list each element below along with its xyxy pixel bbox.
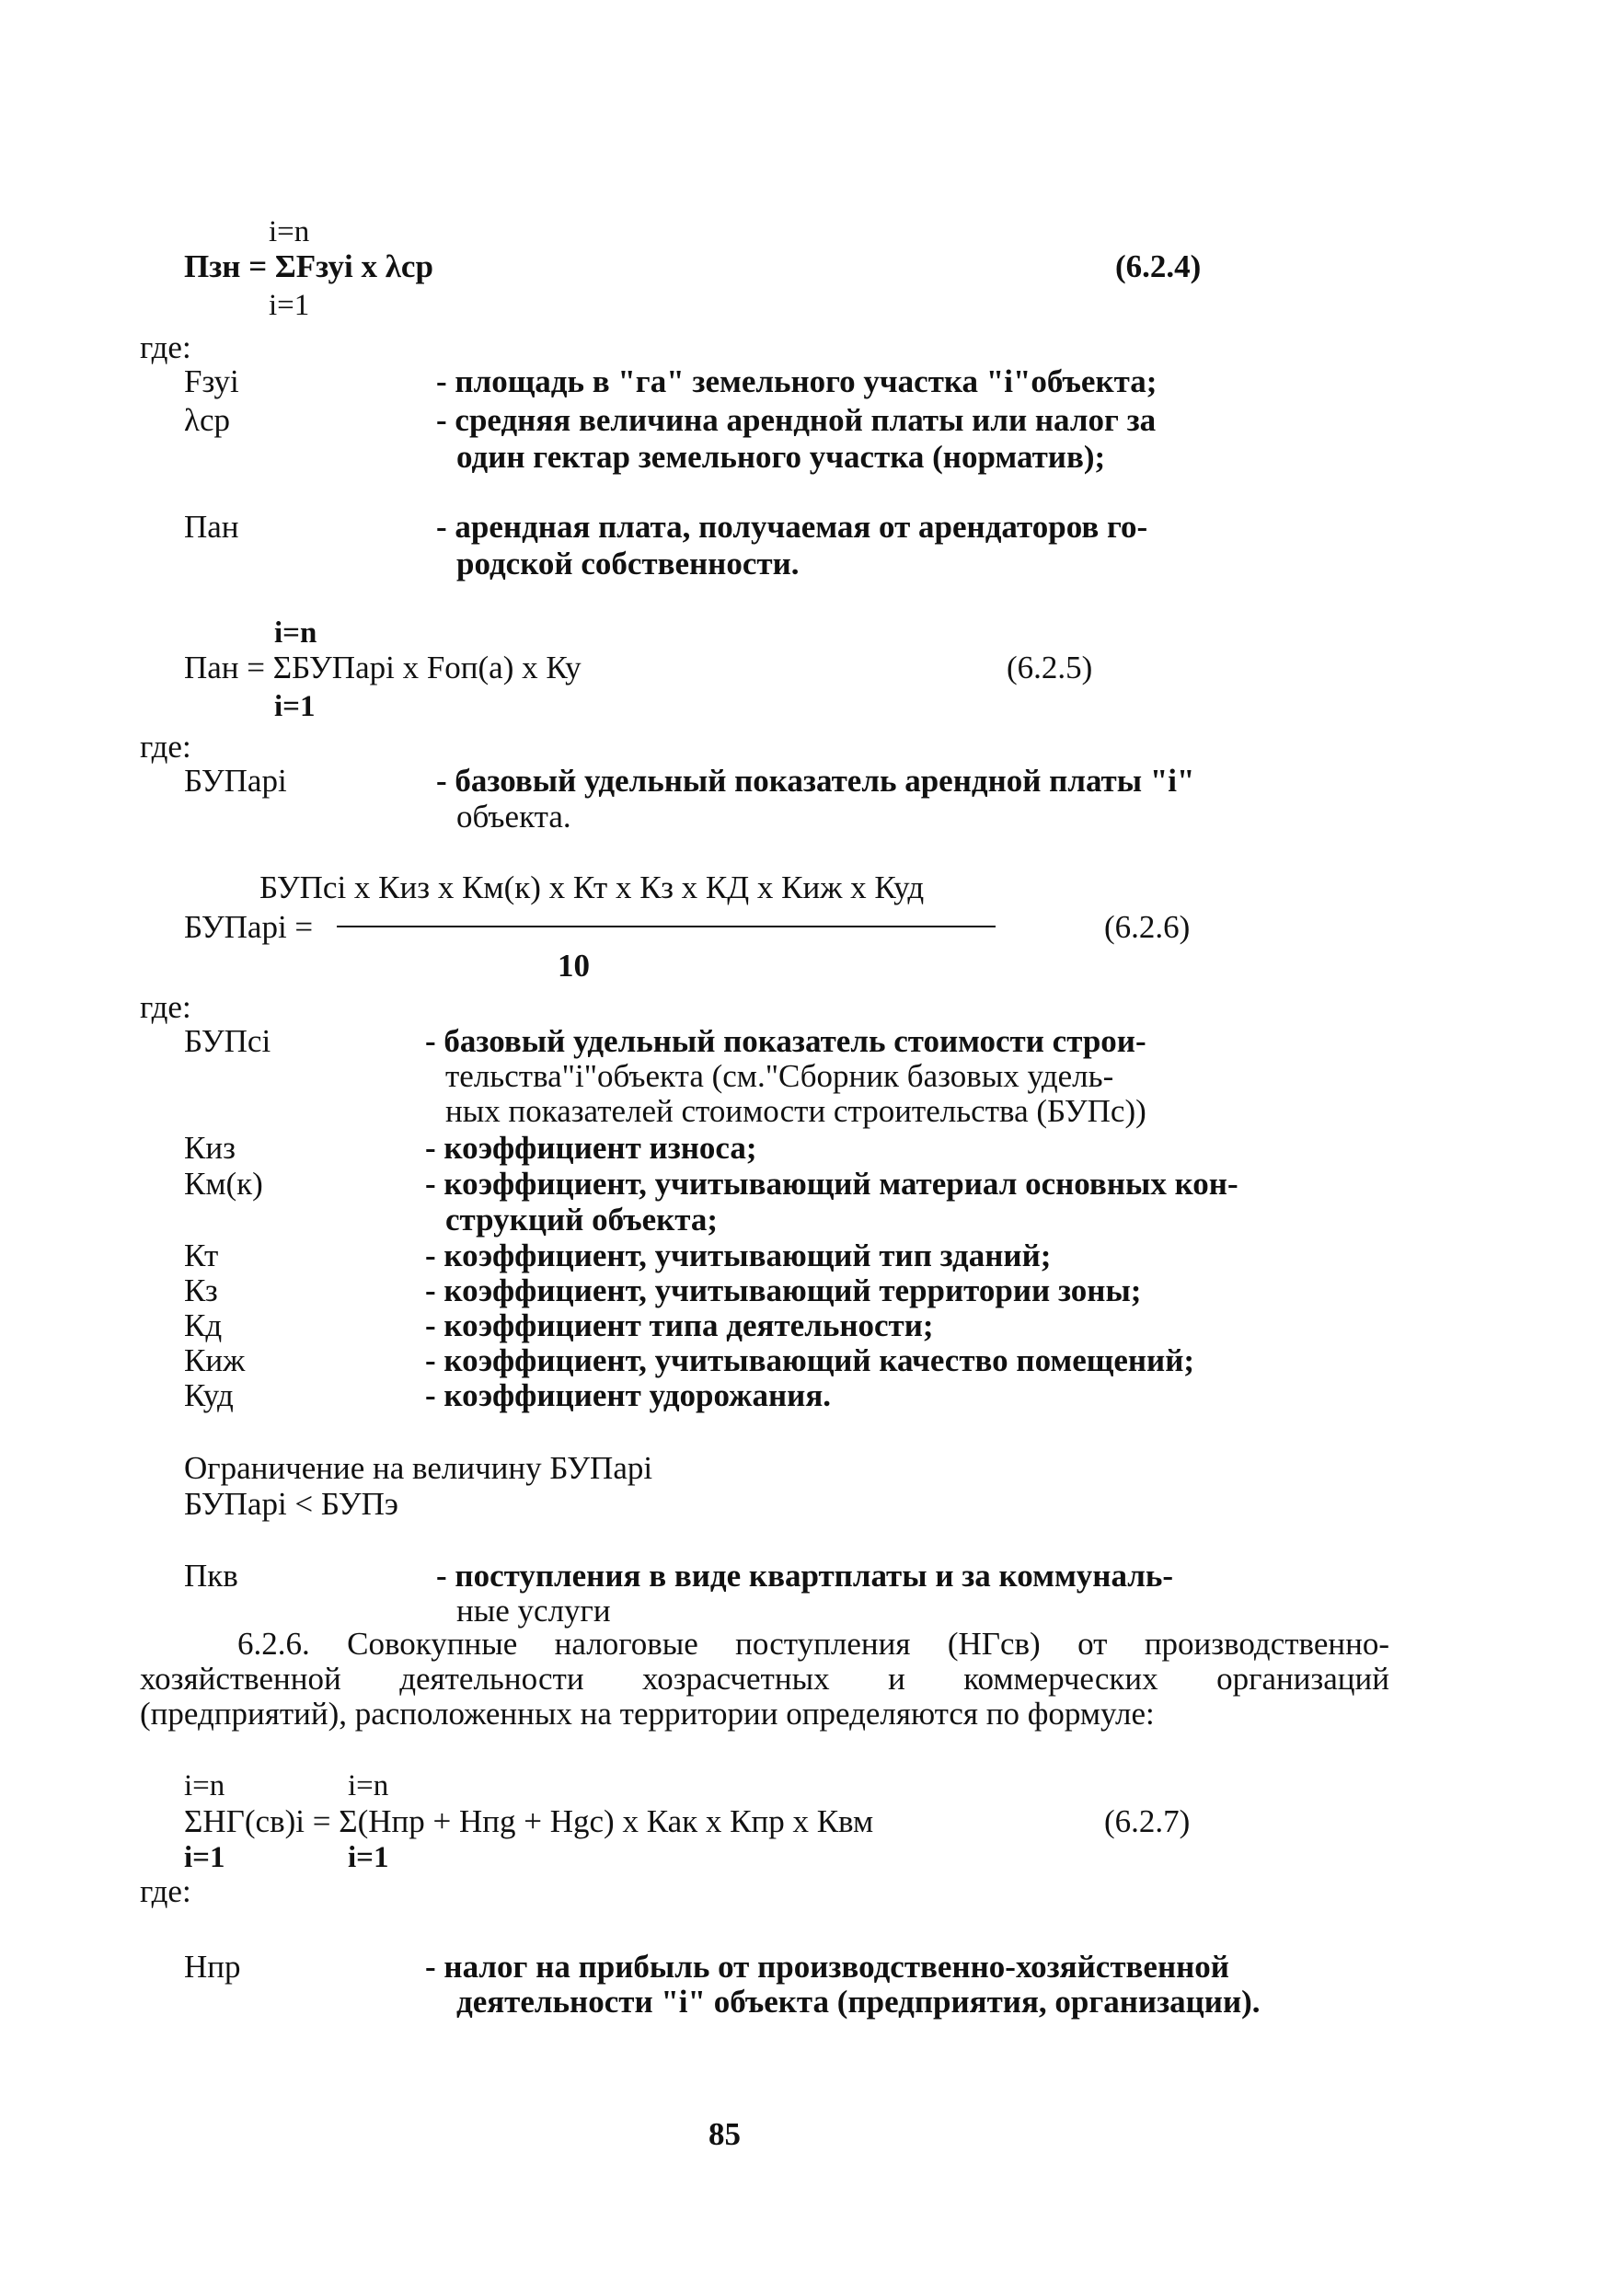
def-symbol-kiz: Киз [184, 1130, 236, 1166]
def-desc-pan: - арендная плата, получаемая от арендаторов го- [436, 509, 1148, 545]
formula-625-lower-limit: i=1 [274, 690, 316, 723]
def-desc-kmk: - коэффициент, учитывающий материал основных кон- [425, 1166, 1238, 1202]
formula-627-lower-limit-1: i=1 [184, 1841, 225, 1874]
limit-title: Ограничение на величину БУПарi [184, 1450, 653, 1486]
def-desc-fzui: - площадь в "га" земельного участка "i"объекта; [436, 363, 1158, 399]
formula-627-upper-limit-2: i=n [348, 1769, 389, 1802]
formula-627-number: (6.2.7) [1104, 1803, 1191, 1839]
formula-625-upper-limit: i=n [274, 616, 317, 650]
def-desc-bupar-cont: объекта. [456, 799, 571, 835]
formula-627-upper-limit-1: i=n [184, 1769, 225, 1802]
where-label-3: где: [140, 989, 191, 1025]
where-label-1: где: [140, 329, 191, 365]
def-desc-npr: - налог на прибыль от производственно-хозяйственной [425, 1949, 1229, 1985]
formula-626-number: (6.2.6) [1104, 909, 1191, 945]
def-symbol-kizh: Киж [184, 1342, 246, 1378]
formula-624-lower-limit: i=1 [269, 289, 310, 322]
def-symbol-kz: Кз [184, 1272, 218, 1308]
def-desc-kd: - коэффициент типа деятельности; [425, 1307, 934, 1343]
def-symbol-bupar: БУПарi [184, 763, 287, 799]
def-symbol-kud: Куд [184, 1377, 234, 1413]
def-desc-pan-cont: родской собственности. [456, 546, 800, 581]
def-desc-kmk-cont: струкций объекта; [445, 1202, 719, 1238]
def-desc-bupsi: - базовый удельный показатель стоимости строи- [425, 1023, 1146, 1059]
def-desc-bupar: - базовый удельный показатель арендной платы "i" [436, 763, 1195, 799]
formula-624-upper-limit: i=n [269, 215, 310, 248]
formula-624-sum: ΣFзуi x λср [274, 248, 433, 284]
formula-624-lhs: Пзн = [184, 248, 275, 284]
def-desc-bupsi-cont1: тельства"i"объекта (см."Сборник базовых удель- [445, 1058, 1114, 1094]
paragraph-626-line1: 6.2.6. Совокупные налоговые поступления (НГсв) от производственно- [237, 1626, 1389, 1662]
page-number: 85 [708, 2116, 741, 2152]
def-desc-lambda: - средняя величина арендной платы или налог за [436, 402, 1157, 438]
formula-626-lhs: БУПарi = [184, 909, 314, 945]
formula-625-number: (6.2.5) [1007, 650, 1093, 685]
formula-627: ΣНГ(св)i = Σ(Нпр + Нпg + Нgc) x Как x Кпр x Квм [184, 1803, 874, 1839]
formula-626-fraction-bar [337, 926, 996, 927]
def-symbol-kd: Кд [184, 1307, 223, 1343]
where-label-4: где: [140, 1873, 191, 1909]
where-label-2: где: [140, 729, 191, 765]
def-desc-bupsi-cont2: ных показателей стоимости строительства (БУПс)) [445, 1093, 1146, 1129]
formula-624 [184, 248, 433, 285]
def-desc-kt: - коэффициент, учитывающий тип зданий; [425, 1238, 1052, 1273]
def-desc-lambda-cont: один гектар земельного участка (норматив); [456, 439, 1106, 475]
def-desc-kud: - коэффициент удорожания. [425, 1377, 832, 1413]
def-symbol-npr: Нпр [184, 1949, 241, 1985]
def-symbol-lambda: λср [184, 402, 231, 438]
def-symbol-kmk: Км(к) [184, 1166, 263, 1202]
limit-expression: БУПарi < БУПэ [184, 1486, 398, 1522]
def-symbol-fzui: Fзуi [184, 363, 239, 399]
def-symbol-pan: Пан [184, 509, 239, 545]
def-desc-kiz: - коэффициент износа; [425, 1130, 757, 1166]
def-symbol-bupsi: БУПсi [184, 1023, 271, 1059]
def-desc-npr-cont: деятельности "i" объекта (предприятия, организации). [456, 1984, 1261, 2020]
formula-624-number: (6.2.4) [1115, 248, 1202, 284]
def-desc-pkv-cont: ные услуги [456, 1593, 611, 1629]
formula-627-lower-limit-2: i=1 [348, 1841, 389, 1874]
def-symbol-kt: Кт [184, 1238, 219, 1273]
def-desc-pkv: - поступления в виде квартплаты и за коммуналь- [436, 1558, 1174, 1594]
def-desc-kz: - коэффициент, учитывающий территории зоны; [425, 1272, 1142, 1308]
def-symbol-pkv: Пкв [184, 1558, 238, 1594]
paragraph-626-line3: (предприятий), расположенных на территории определяются по формуле: [140, 1696, 1155, 1732]
formula-625: Пан = ΣБУПарi x Fоп(а) x Ку [184, 650, 582, 685]
formula-626-denominator: 10 [558, 948, 590, 984]
paragraph-626-line2: хозяйственной деятельности хозрасчетных и коммерческих организаций [140, 1661, 1389, 1697]
def-desc-kizh: - коэффициент, учитывающий качество помещений; [425, 1342, 1195, 1378]
formula-626-numerator: БУПсi x Киз x Км(к) x Кт x Кз x КД x Киж x Куд [259, 869, 925, 905]
